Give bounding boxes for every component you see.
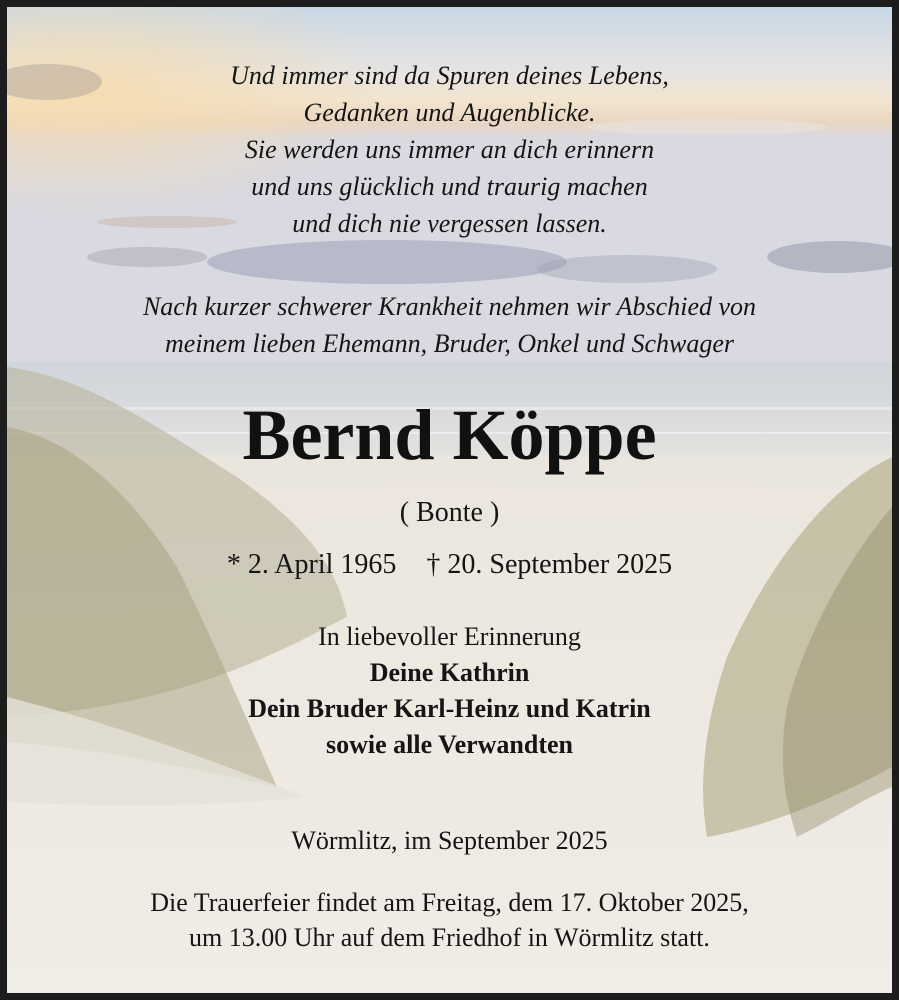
signer-line: Dein Bruder Karl-Heinz und Katrin [248, 694, 651, 723]
poem-line: und uns glücklich und traurig machen [251, 172, 648, 201]
birth-date: * 2. April 1965 [226, 549, 397, 580]
poem-line: Und immer sind da Spuren deines Lebens, [230, 61, 669, 90]
place-date: Wörmlitz, im September 2025 [291, 826, 608, 855]
farewell-announcement [7, 288, 892, 362]
poem-line: und dich nie vergessen lassen. [292, 209, 607, 238]
deceased-nickname: ( Bonte ) [399, 497, 500, 528]
poem-line: Gedanken und Augenblicke. [303, 98, 596, 127]
deceased-name: Bernd Köppe [242, 395, 657, 475]
signer-line: sowie alle Verwandten [326, 730, 573, 759]
life-dates [7, 547, 892, 583]
announcement-line: meinem lieben Ehemann, Bruder, Onkel und Schwager [165, 329, 734, 358]
announcement-line: Nach kurzer schwerer Krankheit nehmen wir Abschied von [142, 292, 757, 321]
remembrance-block [7, 619, 892, 763]
death-date: † 20. September 2025 [426, 549, 673, 580]
remembrance-intro: In liebevoller Erinnerung [318, 622, 581, 651]
funeral-line: um 13.00 Uhr auf dem Friedhof in Wörmlitz statt. [189, 923, 710, 952]
poem [7, 57, 892, 242]
funeral-info [7, 885, 892, 955]
signer-line: Deine Kathrin [369, 658, 530, 687]
poem-line: Sie werden uns immer an dich erinnern [244, 135, 655, 164]
funeral-line: Die Trauerfeier findet am Freitag, dem 17. Oktober 2025, [150, 888, 749, 917]
